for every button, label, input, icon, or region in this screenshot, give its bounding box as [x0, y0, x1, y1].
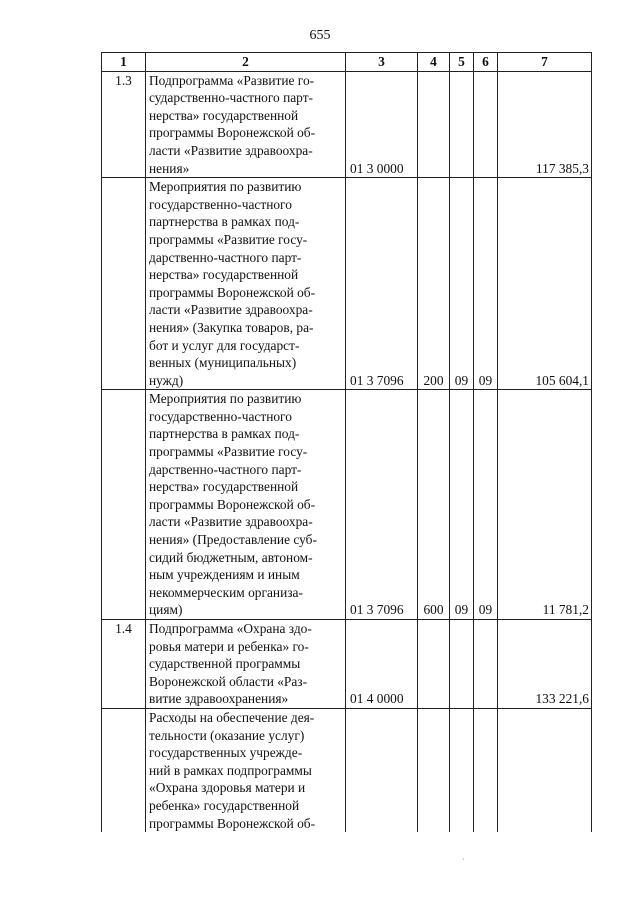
row-col-5: 09	[450, 178, 474, 390]
description-line: витие здравоохранения»	[149, 691, 289, 707]
description-line: программы Воронежской об-	[149, 125, 316, 141]
row-col-4	[418, 708, 450, 832]
page-number: 655	[309, 28, 331, 43]
row-number	[102, 178, 146, 390]
table-row	[102, 71, 592, 178]
description-line: сидий бюджетным, автоном-	[149, 549, 313, 565]
row-code	[346, 708, 418, 832]
row-col-6	[474, 620, 498, 709]
row-col-4: 200	[418, 178, 450, 390]
description-line: венных (муниципальных)	[149, 355, 297, 371]
row-number	[102, 708, 146, 832]
table-header-row	[102, 53, 592, 72]
table-row	[102, 178, 592, 390]
row-code: 01 3 7096	[346, 390, 418, 620]
description-line: дарственно-частного парт-	[149, 461, 302, 477]
row-number: 1.3	[102, 71, 146, 178]
description-line: нерства» государственной	[149, 267, 299, 283]
budget-table	[101, 52, 592, 832]
description-line: «Охрана здоровья матери и	[149, 780, 306, 796]
row-col-6	[474, 71, 498, 178]
description-line: циям)	[149, 602, 183, 618]
row-col-6	[474, 708, 498, 832]
header-col-4: 4	[418, 53, 450, 72]
header-col-6: 6	[474, 53, 498, 72]
description-line: ребенка» государственной	[149, 797, 300, 813]
description-line: нерства» государственной	[149, 479, 299, 495]
description-line: Подпрограмма «Охрана здо-	[149, 621, 312, 636]
description-line: программы Воронежской об-	[149, 284, 316, 300]
description-line: Воронежской области «Раз-	[149, 673, 308, 689]
header-col-2: 2	[146, 53, 346, 72]
description-line: нения» (Предоставление суб-	[149, 532, 317, 548]
table-row	[102, 390, 592, 620]
description-line: ровья матери и ребенка» го-	[149, 638, 309, 654]
row-col-6: 09	[474, 178, 498, 390]
row-col-5	[450, 708, 474, 832]
description-line: государственно-частного	[149, 408, 292, 424]
description-line: Мероприятия по развитию	[149, 391, 302, 407]
description-line: партнерства в рамках под-	[149, 214, 300, 230]
row-col-5: 09	[450, 390, 474, 620]
table-row	[102, 620, 592, 709]
description-line: программы Воронежской об-	[149, 815, 316, 831]
description-line: нения»	[149, 160, 190, 176]
description-line: Подпрограмма «Развитие го-	[149, 72, 315, 88]
description-line: Расходы на обеспечение дея-	[149, 709, 315, 725]
row-description	[146, 620, 346, 709]
row-code: 01 3 7096	[346, 178, 418, 390]
description-line: ласти «Развитие здравоохра-	[149, 142, 313, 158]
row-description	[146, 71, 346, 178]
header-col-3: 3	[346, 53, 418, 72]
row-amount: 105 604,1	[498, 178, 592, 390]
row-col-5	[450, 620, 474, 709]
table-row	[102, 708, 592, 832]
description-line: бот и услуг для государст-	[149, 337, 300, 353]
description-line: нужд)	[149, 372, 184, 388]
description-line: программы Воронежской об-	[149, 496, 316, 512]
row-number: 1.4	[102, 620, 146, 709]
description-line: ным учреждениям и иным	[149, 567, 300, 583]
row-col-5	[450, 71, 474, 178]
header-col-7: 7	[498, 53, 592, 72]
row-description	[146, 390, 346, 620]
description-line: тельности (оказание услуг)	[149, 727, 305, 743]
row-col-6: 09	[474, 390, 498, 620]
description-line: Мероприятия по развитию	[149, 179, 302, 195]
row-col-4	[418, 620, 450, 709]
description-line: ласти «Развитие здравоохра-	[149, 514, 313, 530]
row-col-4	[418, 71, 450, 178]
row-description	[146, 708, 346, 832]
row-amount: 11 781,2	[498, 390, 592, 620]
row-code: 01 4 0000	[346, 620, 418, 709]
row-amount: 117 385,3	[498, 71, 592, 178]
header-col-5: 5	[450, 53, 474, 72]
description-line: ний в рамках подпрограммы	[149, 762, 312, 778]
scan-speck: ·	[462, 855, 465, 864]
description-line: сударственной программы	[149, 656, 301, 672]
description-line: сударственно-частного парт-	[149, 90, 314, 106]
description-line: некоммерческим организа-	[149, 584, 303, 600]
description-line: ласти «Развитие здравоохра-	[149, 302, 313, 318]
row-amount	[498, 708, 592, 832]
description-line: дарственно-частного парт-	[149, 249, 302, 265]
row-amount: 133 221,6	[498, 620, 592, 709]
description-line: программы «Развитие госу-	[149, 231, 308, 247]
row-col-4: 600	[418, 390, 450, 620]
description-line: государственно-частного	[149, 196, 292, 212]
description-line: нения» (Закупка товаров, ра-	[149, 319, 314, 335]
row-code: 01 3 0000	[346, 71, 418, 178]
description-line: программы «Развитие госу-	[149, 444, 308, 460]
description-line: государственных учрежде-	[149, 745, 303, 761]
row-number	[102, 390, 146, 620]
description-line: нерства» государственной	[149, 107, 299, 123]
row-description	[146, 178, 346, 390]
description-line: партнерства в рамках под-	[149, 426, 300, 442]
header-col-1: 1	[102, 53, 146, 72]
